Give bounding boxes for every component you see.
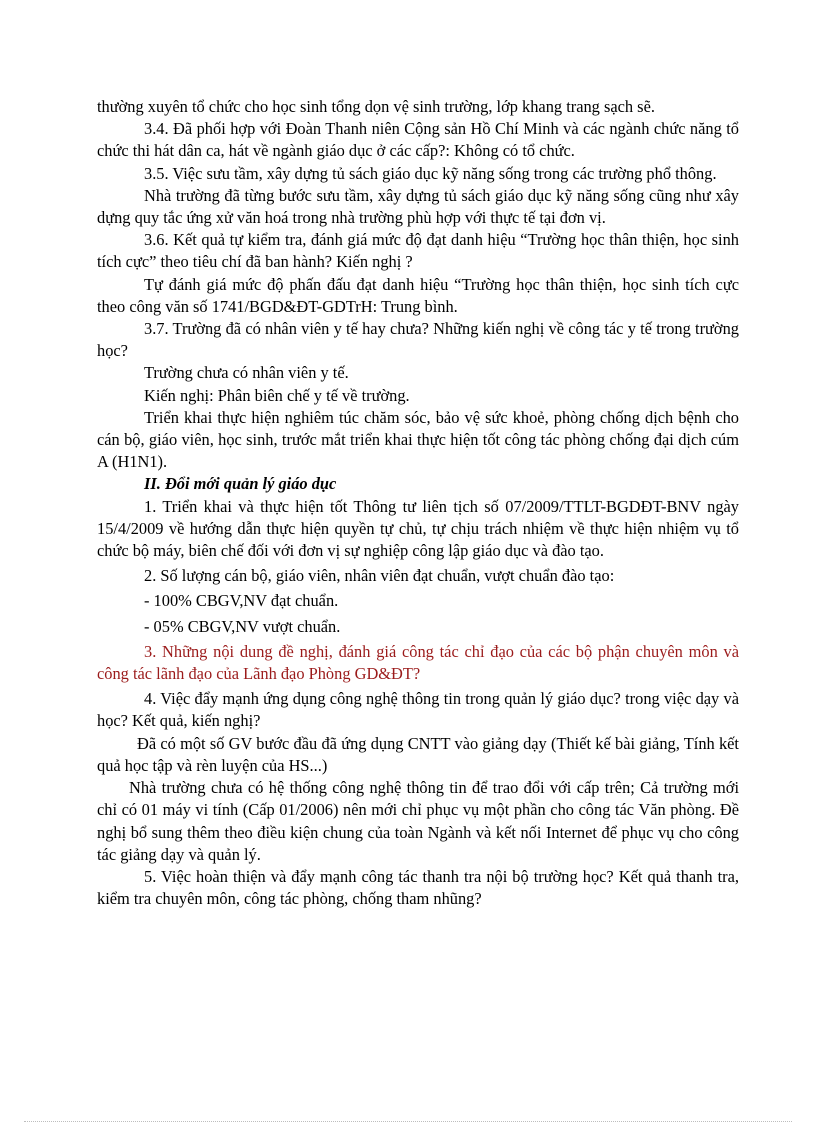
paragraph-3-7: 3.7. Trường đã có nhân viên y tế hay chưa? Những kiến nghị về công tác y tế trong trường học? (97, 319, 739, 361)
paragraph-it-infrastructure: Nhà trường chưa có hệ thống công nghệ thông tin để trao đổi với cấp trên; Cả trường mới chỉ có 01 máy vi tính (Cấp 01/2006) nên mới chỉ phục vụ một phần cho công tác Văn phòng. Đề nghị bổ sung thêm theo điều kiện chung của toàn Ngành và kết nối Internet để phục vụ cho công tác giảng dạy và quản lý. (97, 778, 739, 864)
paragraph-3-4: 3.4. Đã phối hợp với Đoàn Thanh niên Cộng sản Hồ Chí Minh và các ngành chức năng tổ chức thi hát dân ca, hát về ngành giáo dục ở các cấp?: Không có tổ chức. (97, 119, 739, 161)
page-bottom-border (24, 1121, 792, 1122)
paragraph-staff-count: 2. Số lượng cán bộ, giáo viên, nhân viên đạt chuẩn, vượt chuẩn đào tạo: (144, 566, 615, 586)
section-heading-ii: II. Đổi mới quản lý giáo dục (144, 474, 337, 494)
paragraph-cleanup: thường xuyên tổ chức cho học sinh tổng dọn vệ sinh trường, lớp khang trang sạch sẽ. (97, 97, 655, 116)
paragraph-self-assessment: Tự đánh giá mức độ phấn đấu đạt danh hiệu “Trường học thân thiện, học sinh tích cực theo công văn số 1741/BGD&ĐT-GDTrH: Trung bình. (97, 274, 739, 316)
paragraph-recommendation: Kiến nghị: Phân biên chế y tế về trường. (144, 385, 410, 405)
paragraph-bookshelf: Nhà trường đã từng bước sưu tầm, xây dựng tủ sách giáo dục kỹ năng sống cũng như xây dựng quy tắc ứng xử văn hoá trong nhà trường phù hợp với thực tế tại đơn vị. (97, 185, 739, 228)
list-item-above-standard: - 05% CBGV,NV vượt chuẩn. (144, 616, 341, 636)
paragraph-it-application: 4. Việc đẩy mạnh ứng dụng công nghệ thông tin trong quản lý giáo dục? trong việc dạy và học? Kết quả, kiến nghị? (97, 689, 739, 731)
paragraph-3-6: 3.6. Kết quả tự kiểm tra, đánh giá mức độ đạt danh hiệu “Trường học thân thiện, học sinh tích cực” theo tiêu chí đã ban hành? Kiến nghị ? (97, 230, 739, 272)
list-item-standard: - 100% CBGV,NV đạt chuẩn. (144, 591, 339, 611)
paragraph-teachers-it: Đã có một số GV bước đầu đã ứng dụng CNTT vào giảng dạy (Thiết kế bài giảng, Tính kết quả học tập và rèn luyện của HS...) (97, 733, 739, 775)
paragraph-no-medical-staff: Trường chưa có nhân viên y tế. (144, 363, 349, 383)
paragraph-circular: 1. Triển khai và thực hiện tốt Thông tư liên tịch số 07/2009/TTLT-BGDĐT-BNV ngày 15/4/2009 về hướng dẫn thực hiện quyền tự chủ, tự chịu trách nhiệm về thực hiện nhiệm vụ tổ chức bộ máy, biên chế đối với đơn vị sự nghiệp công lập giáo dục và đào tạo. (97, 496, 739, 561)
paragraph-health-care: Triển khai thực hiện nghiêm túc chăm sóc, bảo vệ sức khoẻ, phòng chống dịch bệnh cho cán bộ, giáo viên, học sinh, trước mắt triển khai thực hiện tốt công tác phòng chống đại dịch cúm A (H1N1). (97, 407, 739, 472)
paragraph-leadership-evaluation: 3. Những nội dung đề nghị, đánh giá công tác chỉ đạo của các bộ phận chuyên môn và công tác lãnh đạo của Lãnh đạo Phòng GD&ĐT? (97, 641, 739, 684)
document-page (97, 96, 739, 910)
paragraph-inspection: 5. Việc hoàn thiện và đẩy mạnh công tác thanh tra nội bộ trường học? Kết quả thanh tra, kiểm tra chuyên môn, công tác phòng, chống tham nhũng? (97, 866, 739, 909)
paragraph-3-5: 3.5. Việc sưu tầm, xây dựng tủ sách giáo dục kỹ năng sống trong các trường phổ thông. (144, 163, 717, 183)
